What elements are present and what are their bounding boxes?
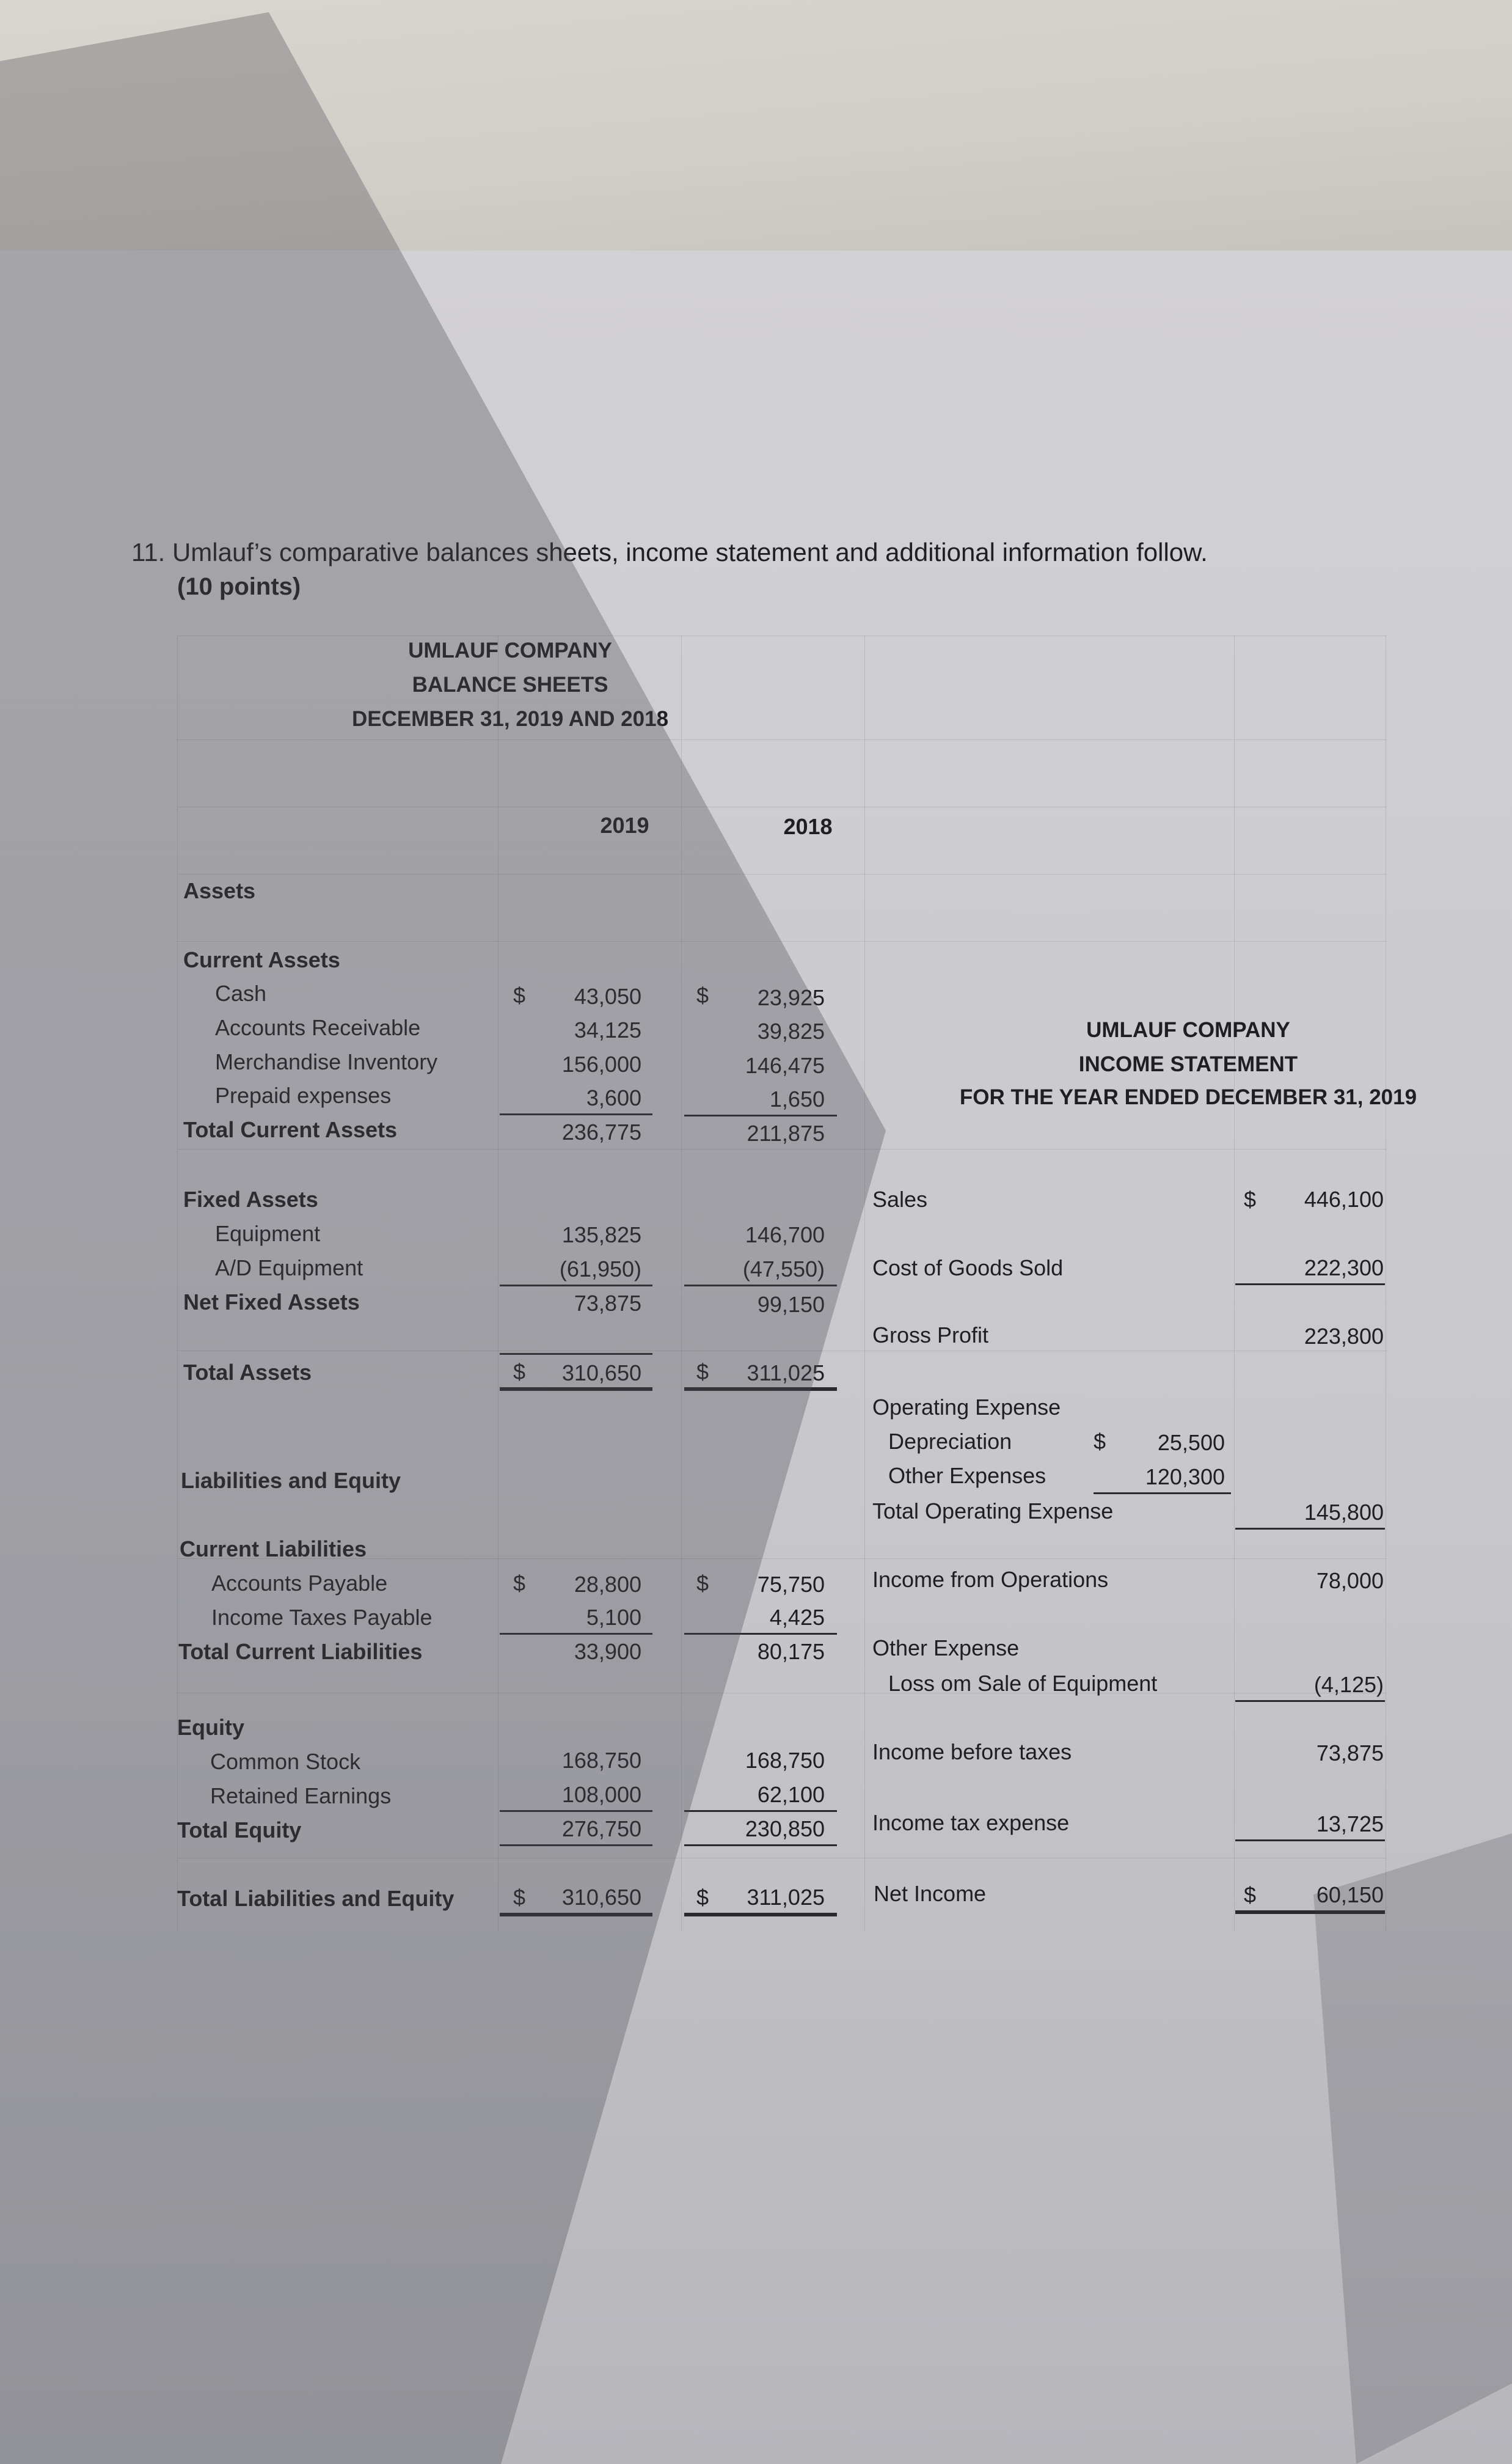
dollar-sign: $ <box>513 1359 526 1384</box>
underline <box>500 1113 652 1115</box>
inventory-2019: 156,000 <box>561 1052 641 1077</box>
inventory-2018: 146,475 <box>745 1053 825 1078</box>
net-income-value: 60,150 <box>1316 1882 1384 1907</box>
income-from-operations-label: Income from Operations <box>872 1567 1109 1592</box>
underline <box>1235 1283 1385 1285</box>
total-current-assets-2018: 211,875 <box>747 1121 825 1146</box>
prepaid-label: Prepaid expenses <box>215 1083 392 1108</box>
ar-label: Accounts Receivable <box>215 1015 421 1040</box>
sales-label: Sales <box>872 1187 928 1212</box>
retained-earnings-2019: 108,000 <box>561 1782 641 1807</box>
dollar-sign: $ <box>696 1571 709 1596</box>
income-before-taxes-value: 73,875 <box>1316 1740 1384 1766</box>
common-stock-label: Common Stock <box>210 1749 361 1774</box>
cogs-value: 222,300 <box>1304 1255 1384 1280</box>
retained-earnings-2018: 62,100 <box>757 1782 825 1807</box>
is-company-name: UMLAUF COMPANY <box>1086 1018 1290 1042</box>
income-tax-expense-value: 13,725 <box>1316 1811 1384 1836</box>
is-period: FOR THE YEAR ENDED DECEMBER 31, 2019 <box>959 1085 1417 1109</box>
col-header-2018: 2018 <box>783 814 833 839</box>
total-current-liab-label: Total Current Liabilities <box>178 1639 423 1664</box>
ap-2019: 28,800 <box>574 1572 641 1597</box>
net-income-label: Net Income <box>874 1881 987 1906</box>
total-current-assets-2019: 236,775 <box>561 1120 641 1145</box>
underline <box>500 1353 652 1355</box>
dollar-sign: $ <box>513 1885 526 1910</box>
operating-expense-heading: Operating Expense <box>872 1395 1061 1420</box>
total-equity-label: Total Equity <box>177 1817 302 1843</box>
net-fixed-assets-2019: 73,875 <box>574 1291 641 1316</box>
underline <box>684 1844 837 1846</box>
underline <box>684 1285 837 1286</box>
itp-2018: 4,425 <box>769 1605 825 1630</box>
income-tax-expense-label: Income tax expense <box>872 1810 1070 1835</box>
underline <box>1235 1839 1385 1841</box>
total-operating-expense-value: 145,800 <box>1304 1500 1384 1525</box>
total-liab-equity-2019: 310,650 <box>561 1885 641 1910</box>
dollar-sign: $ <box>696 983 709 1008</box>
is-title: INCOME STATEMENT <box>1078 1052 1298 1076</box>
prepaid-2019: 3,600 <box>586 1085 641 1110</box>
equipment-2019: 135,825 <box>561 1222 641 1247</box>
cash-label: Cash <box>215 981 267 1006</box>
bs-title: BALANCE SHEETS <box>412 673 608 697</box>
ad-equipment-2018: (47,550) <box>742 1256 825 1282</box>
total-liab-equity-2018: 311,025 <box>747 1885 825 1910</box>
underline <box>1235 1528 1385 1530</box>
itp-2019: 5,100 <box>586 1605 641 1630</box>
cash-2018: 23,925 <box>757 985 825 1010</box>
equipment-2018: 146,700 <box>745 1222 825 1247</box>
dollar-sign: $ <box>513 1571 526 1596</box>
ad-equipment-2019: (61,950) <box>559 1256 641 1282</box>
double-underline <box>500 1387 652 1391</box>
total-assets-2019: 310,650 <box>561 1360 641 1385</box>
loss-on-sale-label: Loss om Sale of Equipment <box>888 1671 1158 1696</box>
underline <box>500 1633 652 1635</box>
total-equity-2018: 230,850 <box>745 1816 825 1841</box>
double-underline <box>684 1913 837 1916</box>
top-paper-edge <box>0 0 1512 269</box>
other-expense-heading: Other Expense <box>872 1635 1020 1660</box>
ap-2018: 75,750 <box>757 1572 825 1597</box>
question-text: 11. Umlauf’s comparative balances sheets, income statement and additional information follow. <box>131 538 1208 566</box>
itp-label: Income Taxes Payable <box>211 1605 433 1630</box>
double-underline <box>500 1913 652 1916</box>
dollar-sign: $ <box>1244 1187 1257 1212</box>
income-from-operations-value: 78,000 <box>1316 1568 1384 1593</box>
common-stock-2019: 168,750 <box>561 1748 641 1773</box>
dollar-sign: $ <box>1094 1429 1106 1454</box>
ar-2018: 39,825 <box>757 1019 825 1044</box>
question-points: (10 points) <box>177 573 301 600</box>
net-fixed-assets-2018: 99,150 <box>757 1292 825 1317</box>
net-fixed-assets-label: Net Fixed Assets <box>183 1289 360 1314</box>
total-liab-equity-label: Total Liabilities and Equity <box>177 1886 455 1911</box>
retained-earnings-label: Retained Earnings <box>210 1783 392 1808</box>
bs-company-name: UMLAUF COMPANY <box>408 639 612 662</box>
sales-value: 446,100 <box>1304 1187 1384 1212</box>
ad-equipment-label: A/D Equipment <box>215 1255 363 1280</box>
current-assets-heading: Current Assets <box>183 947 340 972</box>
dollar-sign: $ <box>696 1359 709 1384</box>
total-current-liab-2019: 33,900 <box>574 1639 641 1664</box>
loss-on-sale-value: (4,125) <box>1313 1672 1384 1697</box>
total-assets-2018: 311,025 <box>747 1360 825 1385</box>
liab-equity-heading: Liabilities and Equity <box>181 1468 401 1493</box>
dollar-sign: $ <box>696 1885 709 1910</box>
total-current-liab-2018: 80,175 <box>757 1639 825 1664</box>
underline <box>1235 1700 1385 1702</box>
double-underline <box>1235 1910 1385 1914</box>
prepaid-2018: 1,650 <box>769 1087 825 1112</box>
bs-date: DECEMBER 31, 2019 AND 2018 <box>351 707 669 731</box>
underline <box>684 1633 837 1635</box>
underline <box>500 1285 652 1286</box>
common-stock-2018: 168,750 <box>745 1748 825 1773</box>
assets-heading: Assets <box>183 878 256 903</box>
gross-profit-label: Gross Profit <box>872 1322 989 1348</box>
total-current-assets-label: Total Current Assets <box>183 1117 398 1142</box>
total-assets-label: Total Assets <box>183 1360 312 1385</box>
total-operating-expense-label: Total Operating Expense <box>872 1498 1114 1524</box>
underline <box>500 1810 652 1812</box>
fixed-assets-heading: Fixed Assets <box>183 1187 318 1212</box>
total-equity-2019: 276,750 <box>561 1816 641 1841</box>
cogs-label: Cost of Goods Sold <box>872 1255 1064 1280</box>
double-underline <box>684 1387 837 1391</box>
other-expenses-value: 120,300 <box>1145 1464 1225 1489</box>
current-liab-heading: Current Liabilities <box>180 1536 367 1561</box>
dollar-sign: $ <box>513 983 526 1008</box>
dollar-sign: $ <box>1244 1882 1257 1907</box>
ap-label: Accounts Payable <box>211 1571 388 1596</box>
depreciation-label: Depreciation <box>888 1429 1012 1454</box>
inventory-label: Merchandise Inventory <box>215 1049 438 1074</box>
ar-2019: 34,125 <box>574 1018 641 1043</box>
underline <box>1094 1492 1231 1494</box>
underline <box>684 1115 837 1116</box>
other-expenses-label: Other Expenses <box>888 1463 1046 1488</box>
equity-heading: Equity <box>177 1715 245 1740</box>
underline <box>500 1844 652 1846</box>
cash-2019: 43,050 <box>574 984 641 1009</box>
underline <box>684 1810 837 1812</box>
gross-profit-value: 223,800 <box>1304 1324 1384 1349</box>
depreciation-value: 25,500 <box>1157 1430 1225 1455</box>
equipment-label: Equipment <box>215 1221 321 1246</box>
income-before-taxes-label: Income before taxes <box>872 1739 1072 1764</box>
col-header-2019: 2019 <box>600 813 649 838</box>
